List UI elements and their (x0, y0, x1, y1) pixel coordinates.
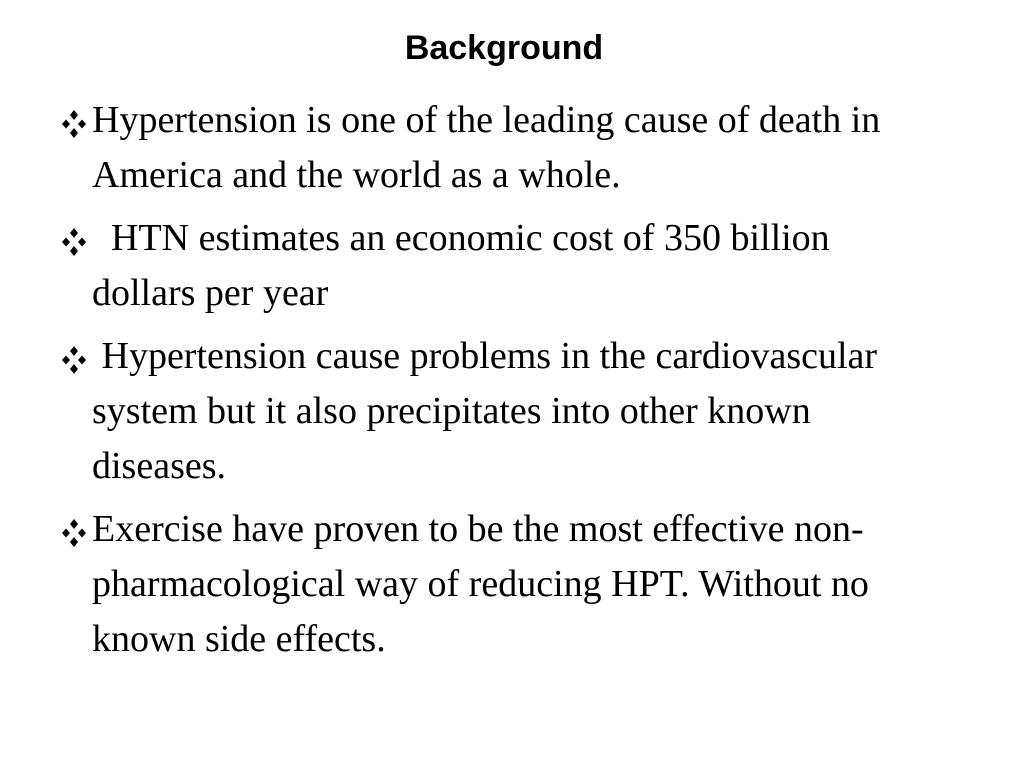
four-diamond-bullet-icon (59, 329, 91, 384)
four-diamond-bullet-icon (59, 502, 91, 557)
four-diamond-bullet-icon (59, 93, 91, 148)
bullet-text: Hypertension is one of the leading cause of death in America and the world as a whole. (92, 99, 881, 196)
bullet-text: Exercise have proven to be the most effective non-pharmacological way of reducing HPT. Without no known side effects. (92, 508, 869, 660)
bullet-item (56, 329, 936, 494)
bullet-list (56, 93, 936, 675)
bullet-item (56, 211, 936, 321)
slide-title: Background (404, 29, 604, 67)
bullet-text: HTN estimates an economic cost of 350 billion dollars per year (92, 217, 830, 314)
bullet-text: Hypertension cause problems in the cardiovascular system but it also precipitates into other known diseases. (92, 335, 878, 487)
four-diamond-bullet-icon (59, 211, 91, 266)
bullet-item (56, 502, 936, 667)
bullet-item (56, 93, 936, 203)
